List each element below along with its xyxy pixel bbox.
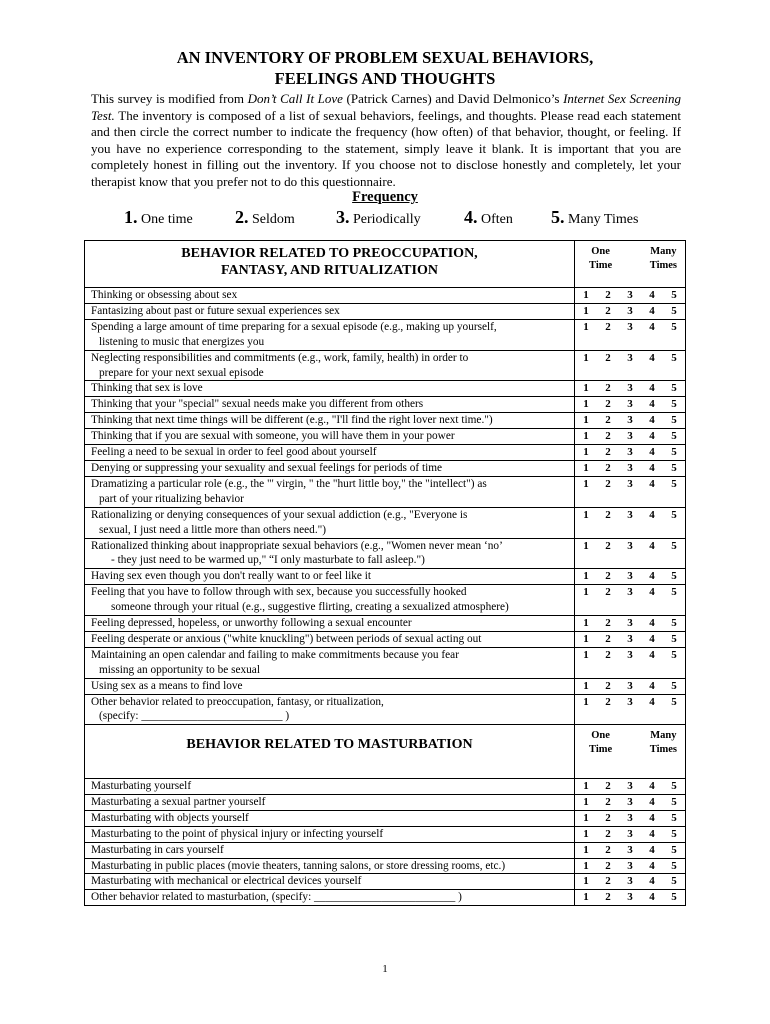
frequency-choice-3[interactable]: 3 (627, 811, 633, 824)
table-row (85, 413, 686, 429)
description-line: part of your ritualizing behavior (99, 492, 244, 505)
frequency-choice-1[interactable]: 1 (583, 811, 589, 824)
frequency-choice-1[interactable]: 1 (583, 570, 589, 583)
behavior-description (85, 794, 575, 810)
description-line: Masturbating yourself (91, 780, 192, 792)
behavior-description (85, 397, 575, 413)
frequency-choice-5[interactable]: 5 (671, 695, 677, 708)
frequency-options (575, 381, 686, 397)
table-row (85, 445, 686, 461)
frequency-choice-5[interactable]: 5 (671, 446, 677, 459)
behavior-description (85, 445, 575, 461)
description-line: - they just need to be warmed up," “I only masturbate to fall asleep.") (111, 554, 425, 567)
frequency-choice-4[interactable]: 4 (649, 446, 655, 459)
table-row (85, 303, 686, 319)
frequency-choice-3[interactable]: 3 (627, 795, 633, 808)
frequency-option-2 (235, 207, 295, 228)
document-title (0, 47, 770, 89)
frequency-choice-5[interactable]: 5 (671, 632, 677, 645)
frequency-options (575, 647, 686, 678)
frequency-choice-4[interactable]: 4 (649, 617, 655, 630)
frequency-choice-4[interactable]: 4 (649, 539, 655, 552)
frequency-choice-1[interactable]: 1 (583, 382, 589, 395)
title-line-1: AN INVENTORY OF PROBLEM SEXUAL BEHAVIORS, (176, 48, 594, 67)
description-line: Thinking or obsessing about sex (91, 289, 238, 301)
frequency-options (575, 413, 686, 429)
frequency-choice-5[interactable]: 5 (671, 320, 677, 333)
frequency-choice-2[interactable]: 2 (605, 843, 611, 856)
table-row (85, 429, 686, 445)
frequency-choice-5[interactable]: 5 (671, 430, 677, 443)
frequency-choice-2[interactable]: 2 (605, 382, 611, 395)
frequency-number: 5. (551, 207, 565, 227)
frequency-choice-1[interactable]: 1 (583, 289, 589, 301)
frequency-choice-1[interactable]: 1 (583, 891, 589, 904)
table-row (85, 794, 686, 810)
frequency-choice-1[interactable]: 1 (583, 648, 589, 661)
frequency-choice-4[interactable]: 4 (649, 508, 655, 521)
behavior-description (85, 647, 575, 678)
frequency-choice-1[interactable]: 1 (583, 539, 589, 552)
frequency-choice-3[interactable]: 3 (627, 570, 633, 583)
frequency-options (575, 779, 686, 795)
frequency-number: 4. (464, 207, 478, 227)
frequency-choice-2[interactable]: 2 (605, 617, 611, 630)
frequency-label: Periodically (353, 212, 421, 227)
frequency-label: Seldom (252, 212, 295, 227)
description-line: prepare for your next sexual episode (99, 366, 264, 379)
frequency-title: Frequency (352, 189, 418, 205)
frequency-choice-1[interactable]: 1 (583, 695, 589, 708)
frequency-choice-3[interactable]: 3 (627, 875, 633, 888)
description-line: Other behavior related to preoccupation, fantasy, or ritualization, (91, 695, 384, 708)
frequency-options (575, 694, 686, 725)
frequency-choice-1[interactable]: 1 (583, 508, 589, 521)
behavior-description (85, 842, 575, 858)
frequency-choice-5[interactable]: 5 (671, 679, 677, 692)
description-line: Thinking that sex is love (91, 382, 203, 395)
frequency-choice-3[interactable]: 3 (627, 289, 633, 301)
frequency-choice-5[interactable]: 5 (671, 414, 677, 427)
behavior-description (85, 413, 575, 429)
frequency-choice-4[interactable]: 4 (649, 795, 655, 808)
frequency-choice-4[interactable]: 4 (649, 351, 655, 364)
behavior-description (85, 678, 575, 694)
description-line: (specify: _________________________ ) (99, 710, 290, 723)
frequency-choice-1[interactable]: 1 (583, 780, 589, 792)
frequency-choice-3[interactable]: 3 (627, 827, 633, 840)
frequency-choice-5[interactable]: 5 (671, 289, 677, 301)
description-line: Fantasizing about past or future sexual experiences sex (91, 304, 340, 317)
behavior-description (85, 810, 575, 826)
frequency-choice-1[interactable]: 1 (583, 477, 589, 490)
table-row (85, 397, 686, 413)
frequency-choice-2[interactable]: 2 (605, 859, 611, 872)
frequency-choice-1[interactable]: 1 (583, 398, 589, 411)
behavior-description (85, 874, 575, 890)
frequency-choice-1[interactable]: 1 (583, 875, 589, 888)
description-line: Masturbating a sexual partner yourself (91, 795, 266, 808)
frequency-choice-4[interactable]: 4 (649, 632, 655, 645)
description-line: Masturbating in cars yourself (91, 843, 224, 856)
intro-text-1: This survey is modified from (91, 91, 248, 106)
frequency-options (575, 858, 686, 874)
intro-text-3: The inventory is composed of a list of sexual behaviors, feelings, and thoughts. Please read each statement and then circle the correct number to indicate the frequency (how often) of that behavior, thought, or feeling. If you have no experience corresponding to the statement, simply leave it blank. It is important that you are completely honest in filling out the inventory. If you choose not to disclose honestly and completely, let your therapist know that you prefer not to do this questionnaire. (91, 107, 681, 189)
frequency-choice-3[interactable]: 3 (627, 586, 633, 599)
frequency-options (575, 842, 686, 858)
frequency-choice-2[interactable]: 2 (605, 780, 611, 792)
behavior-description (85, 694, 575, 725)
frequency-choice-5[interactable]: 5 (671, 539, 677, 552)
frequency-choice-4[interactable]: 4 (649, 780, 655, 792)
frequency-choice-3[interactable]: 3 (627, 351, 633, 364)
description-line: Masturbating in public places (movie theaters, tanning salons, or store dressing rooms, etc.) (91, 859, 506, 872)
frequency-option-5 (551, 207, 638, 228)
description-line: Thinking that next time things will be different (e.g., "I'll find the right lover next time.") (91, 414, 493, 427)
frequency-choice-5[interactable]: 5 (671, 586, 677, 599)
frequency-choice-4[interactable]: 4 (649, 320, 655, 333)
frequency-choice-3[interactable]: 3 (627, 477, 633, 490)
description-line: Masturbating with objects yourself (91, 811, 249, 824)
frequency-choice-4[interactable]: 4 (649, 875, 655, 888)
title-line-2: FEELINGS AND THOUGHTS (274, 69, 496, 88)
frequency-choice-5[interactable]: 5 (671, 304, 677, 317)
frequency-choice-2[interactable]: 2 (605, 398, 611, 411)
frequency-choice-4[interactable]: 4 (649, 414, 655, 427)
frequency-choice-5[interactable]: 5 (671, 875, 677, 888)
test-title: Internet Sex Screening Test. (91, 91, 681, 123)
many-times-label: Many Times (649, 730, 677, 755)
behavior-description (85, 476, 575, 507)
frequency-choice-1[interactable]: 1 (583, 320, 589, 333)
frequency-choice-5[interactable]: 5 (671, 648, 677, 661)
description-line: Spending a large amount of time preparing for a sexual episode (e.g., making up yourself, (91, 320, 497, 333)
table-row (85, 874, 686, 890)
frequency-choice-2[interactable]: 2 (605, 811, 611, 824)
description-line: missing an opportunity to be sexual (99, 663, 260, 676)
frequency-choice-2[interactable]: 2 (605, 679, 611, 692)
frequency-choice-2[interactable]: 2 (605, 795, 611, 808)
frequency-choice-3[interactable]: 3 (627, 843, 633, 856)
frequency-options (575, 810, 686, 826)
frequency-choice-1[interactable]: 1 (583, 859, 589, 872)
description-line: Masturbating with mechanical or electrical devices yourself (91, 875, 362, 888)
frequency-choice-1[interactable]: 1 (583, 843, 589, 856)
frequency-choice-3[interactable]: 3 (627, 859, 633, 872)
description-line: Feeling desperate or anxious ("white knuckling") between periods of sexual acting out (91, 632, 482, 645)
frequency-choice-2[interactable]: 2 (605, 586, 611, 599)
frequency-choice-2[interactable]: 2 (605, 446, 611, 459)
table-row (85, 631, 686, 647)
preoccupation-section (84, 240, 686, 725)
frequency-choice-5[interactable]: 5 (671, 508, 677, 521)
frequency-options (575, 538, 686, 569)
frequency-options (575, 303, 686, 319)
frequency-choice-2[interactable]: 2 (605, 508, 611, 521)
frequency-label: One time (141, 212, 193, 227)
frequency-choice-4[interactable]: 4 (649, 461, 655, 474)
frequency-options (575, 476, 686, 507)
frequency-choice-2[interactable]: 2 (605, 289, 611, 301)
frequency-option-4 (464, 207, 513, 228)
frequency-options (575, 890, 686, 906)
frequency-choice-5[interactable]: 5 (671, 461, 677, 474)
intro-text-2: (Patrick Carnes) and David Delmonico’s (342, 91, 564, 106)
frequency-options (575, 397, 686, 413)
description-line: Rationalizing or denying consequences of your sexual addiction (e.g., "Everyone is (91, 508, 468, 521)
description-line: Using sex as a means to find love (91, 679, 243, 692)
frequency-choice-2[interactable]: 2 (605, 461, 611, 474)
behavior-description (85, 826, 575, 842)
frequency-number: 2. (235, 207, 249, 227)
frequency-choice-1[interactable]: 1 (583, 430, 589, 443)
description-line: Denying or suppressing your sexuality and sexual feelings for periods of time (91, 461, 443, 474)
frequency-choice-4[interactable]: 4 (649, 570, 655, 583)
description-line: Dramatizing a particular role (e.g., the "' virgin, " the "hurt little boy," the "intellect") as (91, 477, 487, 490)
table-row (85, 779, 686, 795)
frequency-choice-3[interactable]: 3 (627, 304, 633, 317)
frequency-choice-5[interactable]: 5 (671, 477, 677, 490)
frequency-choice-4[interactable]: 4 (649, 859, 655, 872)
frequency-choice-4[interactable]: 4 (649, 648, 655, 661)
behavior-description (85, 429, 575, 445)
frequency-choice-1[interactable]: 1 (583, 586, 589, 599)
description-line: Feeling depressed, hopeless, or unworthy following a sexual encounter (91, 617, 412, 630)
frequency-choice-4[interactable]: 4 (649, 586, 655, 599)
table-row (85, 810, 686, 826)
section-title: BEHAVIOR RELATED TO PREOCCUPATION, FANTASY, AND RITUALIZATION (85, 241, 575, 288)
table-row (85, 842, 686, 858)
section-header (85, 725, 686, 779)
behavior-description (85, 350, 575, 381)
frequency-choice-3[interactable]: 3 (627, 695, 633, 708)
frequency-options (575, 319, 686, 350)
frequency-options (575, 874, 686, 890)
one-time-label: One Time (589, 730, 613, 755)
table-row (85, 381, 686, 397)
frequency-choice-4[interactable]: 4 (649, 679, 655, 692)
frequency-choice-2[interactable]: 2 (605, 477, 611, 490)
frequency-options (575, 678, 686, 694)
description-line: Feeling a need to be sexual in order to feel good about yourself (91, 446, 377, 459)
behavior-description (85, 631, 575, 647)
book-title: Don’t Call It Love (247, 91, 343, 106)
frequency-choice-2[interactable]: 2 (605, 304, 611, 317)
frequency-choice-4[interactable]: 4 (649, 695, 655, 708)
frequency-choice-3[interactable]: 3 (627, 446, 633, 459)
frequency-option-1 (124, 207, 193, 228)
table-row (85, 350, 686, 381)
frequency-choice-5[interactable]: 5 (671, 382, 677, 395)
behavior-description (85, 585, 575, 616)
behavior-description (85, 460, 575, 476)
table-row (85, 476, 686, 507)
table-row (85, 288, 686, 304)
many-times-label: Many Times (649, 246, 677, 271)
one-time-label: One Time (589, 246, 613, 271)
frequency-choice-5[interactable]: 5 (671, 795, 677, 808)
frequency-choice-2[interactable]: 2 (605, 570, 611, 583)
frequency-choice-5[interactable]: 5 (671, 570, 677, 583)
frequency-label: Many Times (568, 212, 639, 227)
frequency-choice-4[interactable]: 4 (649, 430, 655, 443)
table-row (85, 585, 686, 616)
frequency-choice-5[interactable]: 5 (671, 811, 677, 824)
table-row (85, 678, 686, 694)
frequency-choice-3[interactable]: 3 (627, 679, 633, 692)
behavior-description (85, 538, 575, 569)
frequency-choice-2[interactable]: 2 (605, 539, 611, 552)
behavior-description (85, 569, 575, 585)
description-line: Having sex even though you don't really want to or feel like it (91, 570, 371, 583)
frequency-choice-3[interactable]: 3 (627, 430, 633, 443)
frequency-choice-2[interactable]: 2 (605, 320, 611, 333)
frequency-choice-3[interactable]: 3 (627, 508, 633, 521)
frequency-choice-5[interactable]: 5 (671, 843, 677, 856)
frequency-choice-1[interactable]: 1 (583, 679, 589, 692)
frequency-options (575, 585, 686, 616)
frequency-choice-5[interactable]: 5 (671, 827, 677, 840)
frequency-choice-4[interactable]: 4 (649, 891, 655, 904)
frequency-choice-3[interactable]: 3 (627, 382, 633, 395)
frequency-choice-4[interactable]: 4 (649, 382, 655, 395)
frequency-choice-2[interactable]: 2 (605, 430, 611, 443)
behavior-description (85, 319, 575, 350)
frequency-options (575, 429, 686, 445)
frequency-choice-1[interactable]: 1 (583, 795, 589, 808)
frequency-choice-2[interactable]: 2 (605, 414, 611, 427)
description-line: Rationalized thinking about inappropriate sexual behaviors (e.g., "Women never mean ‘no’ (91, 539, 503, 552)
frequency-choice-3[interactable]: 3 (627, 617, 633, 630)
frequency-options (575, 616, 686, 632)
frequency-options (575, 288, 686, 304)
frequency-options (575, 794, 686, 810)
intro-paragraph (91, 91, 681, 190)
frequency-choice-2[interactable]: 2 (605, 875, 611, 888)
frequency-choice-4[interactable]: 4 (649, 304, 655, 317)
table-row (85, 694, 686, 725)
table-row (85, 890, 686, 906)
frequency-choice-1[interactable]: 1 (583, 304, 589, 317)
frequency-choice-4[interactable]: 4 (649, 811, 655, 824)
frequency-choice-2[interactable]: 2 (605, 827, 611, 840)
frequency-choice-3[interactable]: 3 (627, 398, 633, 411)
frequency-choice-3[interactable]: 3 (627, 891, 633, 904)
frequency-number: 1. (124, 207, 138, 227)
frequency-scale (0, 207, 770, 231)
behavior-description (85, 288, 575, 304)
frequency-options (575, 445, 686, 461)
section-title: BEHAVIOR RELATED TO MASTURBATION (85, 725, 575, 779)
section-header (85, 241, 686, 288)
frequency-choice-3[interactable]: 3 (627, 539, 633, 552)
frequency-choice-4[interactable]: 4 (649, 477, 655, 490)
frequency-options (575, 631, 686, 647)
frequency-choice-2[interactable]: 2 (605, 351, 611, 364)
frequency-column-header (575, 725, 686, 779)
table-row (85, 569, 686, 585)
frequency-choice-1[interactable]: 1 (583, 414, 589, 427)
behavior-description (85, 381, 575, 397)
frequency-choice-2[interactable]: 2 (605, 891, 611, 904)
frequency-choice-1[interactable]: 1 (583, 632, 589, 645)
frequency-choice-3[interactable]: 3 (627, 461, 633, 474)
table-row (85, 858, 686, 874)
frequency-choice-2[interactable]: 2 (605, 648, 611, 661)
description-line: Masturbating to the point of physical injury or infecting yourself (91, 827, 384, 840)
frequency-choice-1[interactable]: 1 (583, 617, 589, 630)
table-row (85, 460, 686, 476)
frequency-column-header (575, 241, 686, 288)
frequency-option-3 (336, 207, 421, 228)
behavior-description (85, 858, 575, 874)
frequency-choice-4[interactable]: 4 (649, 843, 655, 856)
frequency-choice-5[interactable]: 5 (671, 351, 677, 364)
frequency-options (575, 826, 686, 842)
description-line: Thinking that your "special" sexual needs make you different from others (91, 398, 424, 411)
masturbation-section (84, 724, 686, 906)
description-line: Thinking that if you are sexual with someone, you will have them in your power (91, 430, 455, 443)
frequency-options (575, 460, 686, 476)
page-number: 1 (382, 963, 388, 975)
frequency-label: Often (481, 212, 513, 227)
behavior-description (85, 779, 575, 795)
frequency-choice-4[interactable]: 4 (649, 289, 655, 301)
frequency-choice-1[interactable]: 1 (583, 461, 589, 474)
frequency-choice-2[interactable]: 2 (605, 632, 611, 645)
frequency-choice-5[interactable]: 5 (671, 859, 677, 872)
frequency-choice-5[interactable]: 5 (671, 398, 677, 411)
frequency-choice-1[interactable]: 1 (583, 351, 589, 364)
behavior-description (85, 616, 575, 632)
table-row (85, 647, 686, 678)
table-row (85, 616, 686, 632)
description-line: Other behavior related to masturbation, (specify: _________________________ ) (91, 891, 462, 904)
table-row (85, 826, 686, 842)
description-line: sexual, I just need a little more than others need.") (99, 523, 327, 536)
description-line: Neglecting responsibilities and commitments (e.g., work, family, health) in order to (91, 351, 469, 364)
frequency-choice-2[interactable]: 2 (605, 695, 611, 708)
frequency-choice-3[interactable]: 3 (627, 780, 633, 792)
frequency-options (575, 350, 686, 381)
frequency-choice-5[interactable]: 5 (671, 780, 677, 792)
frequency-choice-4[interactable]: 4 (649, 398, 655, 411)
table-row (85, 507, 686, 538)
behavior-description (85, 890, 575, 906)
frequency-choice-3[interactable]: 3 (627, 320, 633, 333)
frequency-choice-4[interactable]: 4 (649, 827, 655, 840)
frequency-choice-1[interactable]: 1 (583, 446, 589, 459)
frequency-choice-5[interactable]: 5 (671, 891, 677, 904)
description-line: listening to music that energizes you (99, 335, 265, 348)
frequency-choice-3[interactable]: 3 (627, 414, 633, 427)
behavior-description (85, 303, 575, 319)
frequency-choice-3[interactable]: 3 (627, 648, 633, 661)
frequency-choice-1[interactable]: 1 (583, 827, 589, 840)
frequency-number: 3. (336, 207, 350, 227)
table-row (85, 538, 686, 569)
description-line: someone through your ritual (e.g., suggestive flirting, creating a sexualized atmosphere) (111, 601, 509, 614)
behavior-description (85, 507, 575, 538)
frequency-options (575, 569, 686, 585)
description-line: Feeling that you have to follow through with sex, because you successfully hooked (91, 586, 467, 599)
description-line: Maintaining an open calendar and failing to make commitments because you fear (91, 648, 459, 661)
frequency-options (575, 507, 686, 538)
frequency-choice-5[interactable]: 5 (671, 617, 677, 630)
table-row (85, 319, 686, 350)
frequency-choice-3[interactable]: 3 (627, 632, 633, 645)
